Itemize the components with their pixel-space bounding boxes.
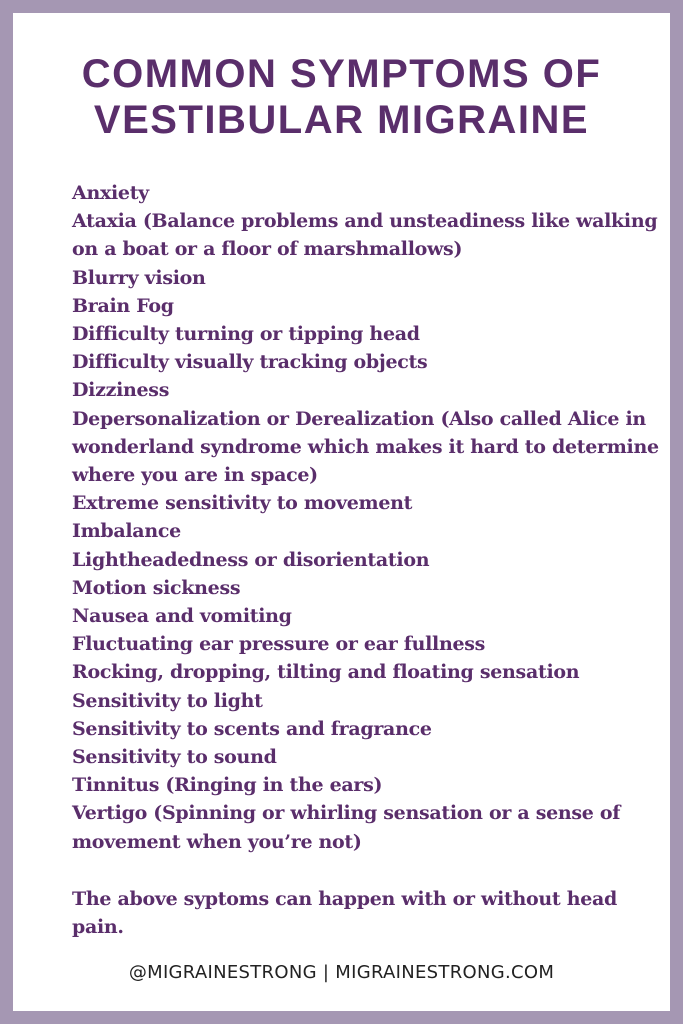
footer-credit: @MIGRAINESTRONG | MIGRAINESTRONG.COM bbox=[128, 962, 555, 983]
symptom-item: Depersonalization or Derealization (Also called Alice in wonderland syndrome which makes it hard to determine where you are in space) bbox=[72, 407, 659, 487]
symptom-item: Blurry vision bbox=[72, 266, 206, 289]
symptom-item: Brain Fog bbox=[72, 294, 174, 317]
infographic-card bbox=[13, 13, 670, 1011]
symptom-item: Sensitivity to light bbox=[72, 689, 263, 712]
symptom-item: Imbalance bbox=[72, 520, 181, 543]
title-line-1: COMMON SYMPTOMS OF bbox=[81, 52, 602, 96]
symptom-item: Rocking, dropping, tilting and floating sensation bbox=[72, 661, 580, 684]
symptom-item: Fluctuating ear pressure or ear fullness bbox=[72, 633, 486, 656]
symptom-item: Dizziness bbox=[72, 379, 170, 402]
page-title bbox=[13, 51, 670, 143]
symptom-item: Nausea and vomiting bbox=[72, 605, 292, 628]
symptom-item: Difficulty turning or tipping head bbox=[72, 323, 420, 346]
symptom-item: Anxiety bbox=[72, 182, 149, 204]
disclaimer-note: The above syptoms can happen with or without head pain. bbox=[72, 888, 617, 939]
symptom-item: Extreme sensitivity to movement bbox=[72, 492, 413, 515]
symptom-item: Sensitivity to scents and fragrance bbox=[72, 717, 432, 740]
symptom-item: Motion sickness bbox=[72, 576, 241, 599]
symptom-item: Ataxia (Balance problems and unsteadiness like walking on a boat or a floor of marshmallows) bbox=[72, 210, 658, 261]
symptom-item: Difficulty visually tracking objects bbox=[72, 351, 428, 374]
symptom-item: Tinnitus (Ringing in the ears) bbox=[72, 774, 383, 797]
title-line-2: VESTIBULAR MIGRAINE bbox=[93, 98, 590, 142]
symptom-item: Vertigo (Spinning or whirling sensation or a sense of movement when you’re not) bbox=[72, 802, 621, 853]
symptom-item: Sensitivity to sound bbox=[72, 746, 277, 769]
symptom-list bbox=[72, 179, 662, 856]
symptom-item: Lightheadedness or disorientation bbox=[72, 548, 430, 571]
